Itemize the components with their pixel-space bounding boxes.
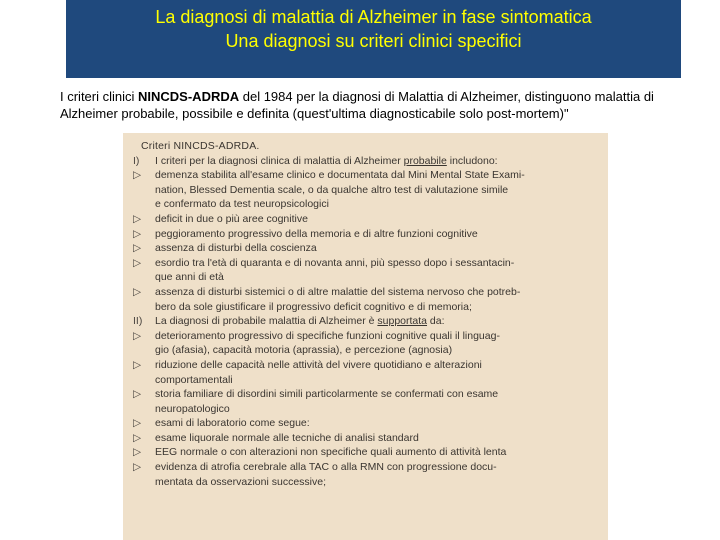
triangle-bullet-icon: ▷ — [133, 417, 142, 430]
intro-post: del 1984 per la diagnosi di Malattia di Alzheimer, distinguono malattia di Alzheimer probabile, possibile e definita (quest'ultima diagnosticabile solo post-mortem)" — [60, 89, 654, 121]
criteria-item-text: riduzione delle capacità nelle attività del vivere quotidiano e alterazioni — [155, 358, 482, 371]
criteria-list-item — [133, 387, 600, 402]
criteria-item-text: assenza di disturbi della coscienza — [155, 242, 317, 255]
criteria-item-text: esame liquorale normale alle tecniche di analisi standard — [155, 431, 419, 444]
criteria-list-item — [133, 241, 600, 256]
section-1-underlined: probabile — [403, 154, 447, 167]
section-1-pre: I criteri per la diagnosi clinica di malattia di Alzheimer — [155, 154, 404, 167]
triangle-bullet-icon: ▷ — [133, 358, 142, 371]
criteria-item-continuation: que anni di età — [155, 271, 224, 284]
criteria-list-item — [133, 358, 600, 373]
criteria-list-item — [133, 445, 600, 460]
criteria-item-text: deterioramento progressivo di specifiche funzioni cognitive quali il linguag- — [155, 329, 500, 342]
section-2-underlined: supportata — [377, 315, 428, 328]
criteria-item-continuation: nation, Blessed Dementia scale, o da qualche altro test di valutazione simile — [155, 183, 509, 196]
criteria-item-text: assenza di disturbi sistemici o di altre malattie del sistema nervoso che potreb- — [155, 285, 521, 298]
criteria-item-text: storia familiare di disordini simili particolarmente se confermati con esame — [155, 388, 499, 401]
criteria-list-item — [133, 285, 600, 300]
section-2-pre: La diagnosi di probabile malattia di Alzheimer è — [155, 315, 378, 328]
triangle-bullet-icon: ▷ — [133, 285, 142, 298]
triangle-bullet-icon: ▷ — [133, 329, 142, 342]
criteria-list-item — [133, 460, 600, 475]
section-1-heading — [133, 154, 600, 169]
criteria-item-text: demenza stabilita all'esame clinico e documentata dal Mini Mental State Exami- — [155, 169, 525, 182]
section-2-post: da: — [427, 315, 445, 328]
criteria-list-item — [133, 227, 600, 242]
scanned-criteria-page — [123, 133, 608, 540]
scan-title: Criteri NINCDS-ADRDA. — [141, 140, 260, 152]
criteria-list-item — [133, 416, 600, 431]
criteria-item-text: deficit in due o più aree cognitive — [155, 212, 308, 225]
section-1-post: includono: — [446, 154, 498, 167]
criteria-item-continuation: neuropatologico — [155, 402, 230, 415]
criteria-item-continuation: e confermato da test neuropsicologici — [155, 198, 329, 211]
title-line-2: Una diagnosi su criteri clinici specifici — [225, 31, 522, 51]
section-2-list — [133, 329, 600, 490]
section-2-heading — [133, 314, 600, 329]
criteria-item-continuation: gio (afasia), capacità motoria (aprassia), e percezione (agnosia) — [155, 344, 453, 357]
criteria-item-text: evidenza di atrofia cerebrale alla TAC o alla RMN con progressione docu- — [155, 461, 497, 474]
criteria-list-item — [133, 168, 600, 183]
criteria-list-item — [133, 329, 600, 344]
triangle-bullet-icon: ▷ — [133, 212, 142, 225]
section-1-marker: I) — [133, 154, 140, 167]
criteria-item-text: esordio tra l'età di quaranta e di novanta anni, più spesso dopo i sessantacin- — [155, 256, 515, 269]
criteria-list-item — [133, 256, 600, 271]
triangle-bullet-icon: ▷ — [133, 388, 142, 401]
triangle-bullet-icon: ▷ — [133, 227, 142, 240]
criteria-list-item — [133, 431, 600, 446]
criteria-item-text: esami di laboratorio come segue: — [155, 417, 310, 430]
section-2-marker: II) — [133, 315, 143, 328]
title-banner — [66, 0, 681, 78]
intro-pre: I criteri clinici — [60, 89, 139, 104]
criteria-item-continuation: comportamentali — [155, 373, 233, 386]
criteria-item-text: peggioramento progressivo della memoria e di altre funzioni cognitive — [155, 227, 478, 240]
triangle-bullet-icon: ▷ — [133, 446, 142, 459]
triangle-bullet-icon: ▷ — [133, 169, 142, 182]
intro-bold-term: NINCDS-ADRDA — [138, 89, 240, 104]
intro-paragraph — [60, 88, 700, 122]
triangle-bullet-icon: ▷ — [133, 461, 142, 474]
section-1-list — [133, 168, 600, 314]
title-line-1: La diagnosi di malattia di Alzheimer in fase sintomatica — [155, 7, 592, 27]
criteria-list-item — [133, 212, 600, 227]
criteria-item-continuation: mentata da osservazioni successive; — [155, 475, 326, 488]
triangle-bullet-icon: ▷ — [133, 242, 142, 255]
triangle-bullet-icon: ▷ — [133, 431, 142, 444]
triangle-bullet-icon: ▷ — [133, 256, 142, 269]
criteria-item-continuation: bero da sole giustificare il progressivo deficit cognitivo e di memoria; — [155, 300, 472, 313]
criteria-item-text: EEG normale o con alterazioni non specifiche quali aumento di attività lenta — [155, 446, 507, 459]
